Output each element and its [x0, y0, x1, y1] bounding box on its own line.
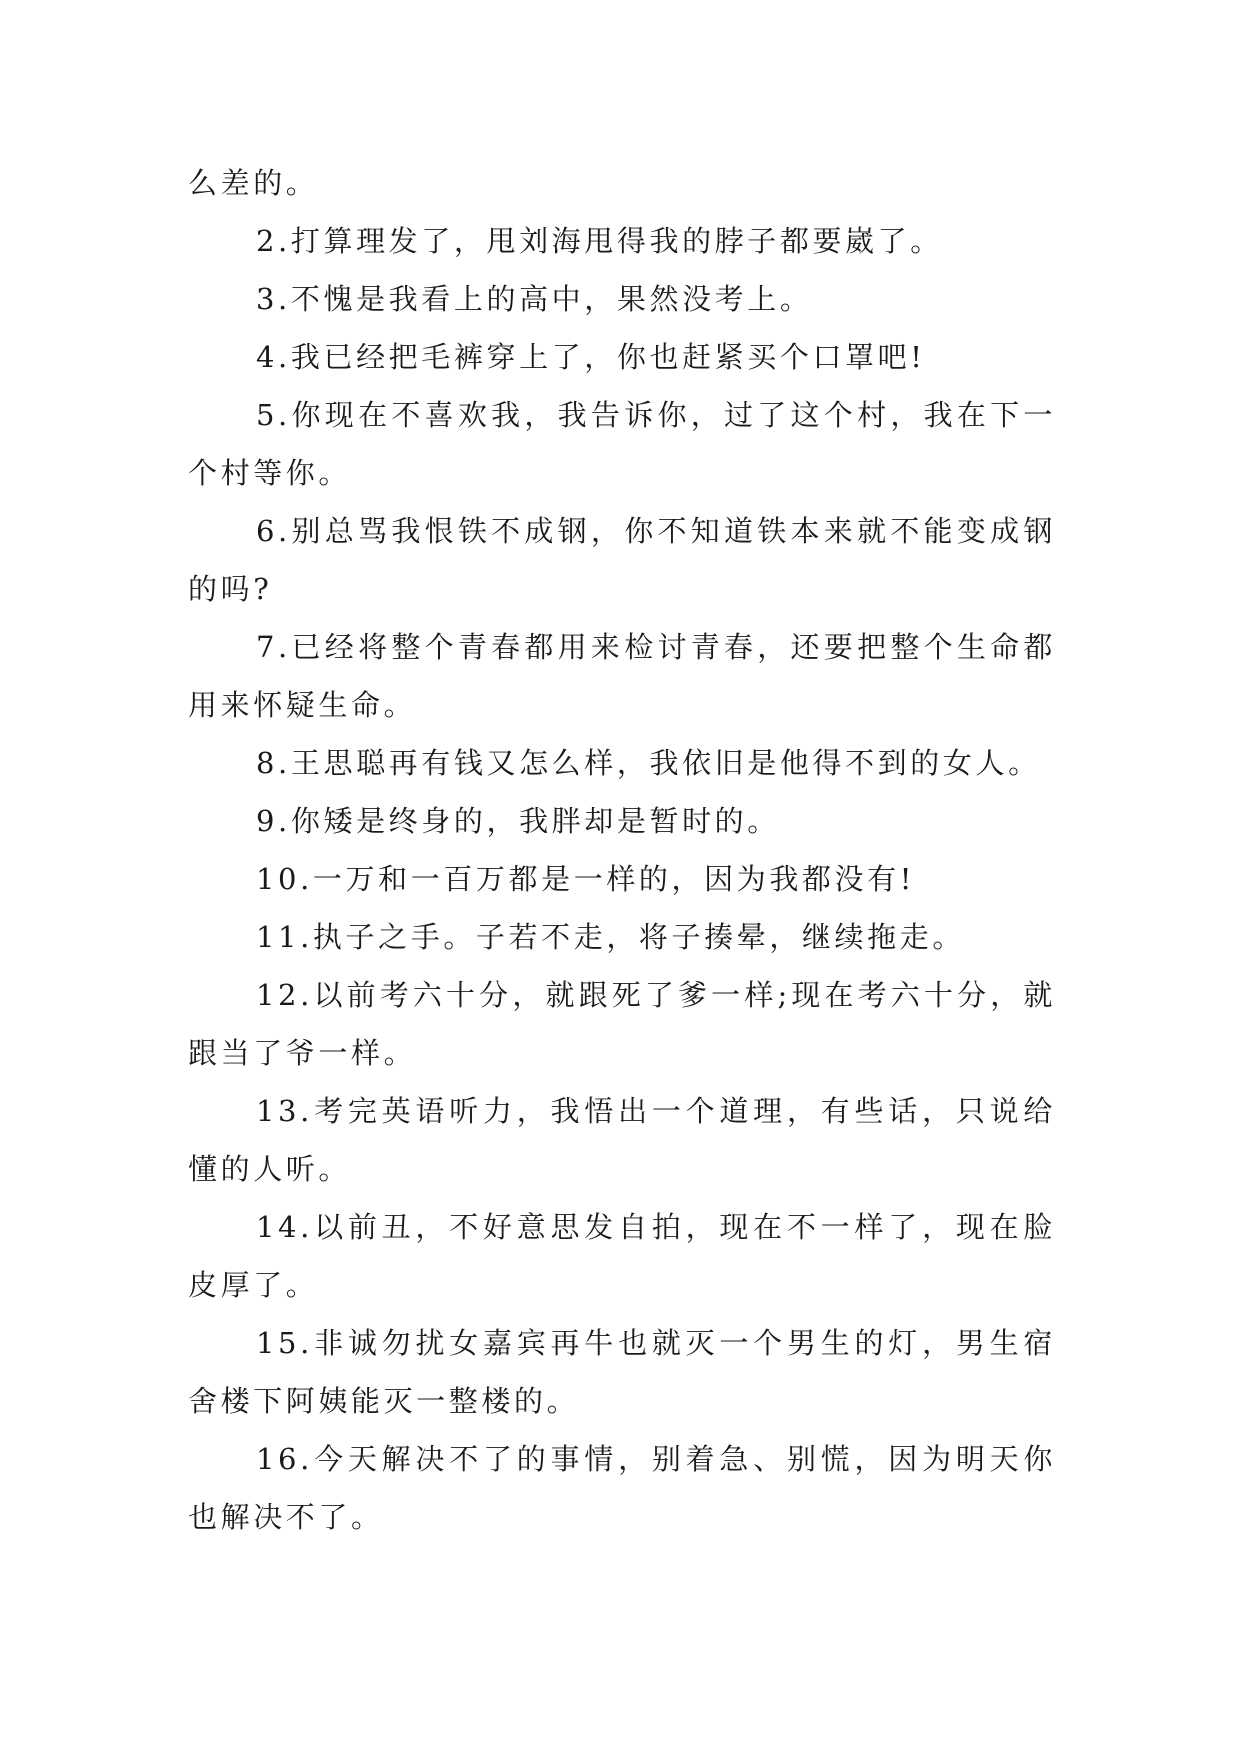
joke-item-8: 8.王思聪再有钱又怎么样，我依旧是他得不到的女人。 — [256, 746, 1041, 780]
joke-item-2: 2.打算理发了，甩刘海甩得我的脖子都要崴了。 — [256, 224, 943, 258]
joke-item-12: 12.以前考六十分，就跟死了爹一样;现在考六十分，就跟当了爷一样。 — [188, 978, 1056, 1070]
paragraph-continuation: 么差的。 — [188, 166, 319, 200]
joke-item-6: 6.别总骂我恨铁不成钢，你不知道铁本来就不能变成钢的吗? — [188, 514, 1056, 606]
document-body — [188, 154, 1056, 1546]
joke-item-7: 7.已经将整个青春都用来检讨青春，还要把整个生命都用来怀疑生命。 — [188, 630, 1056, 722]
joke-item-4: 4.我已经把毛裤穿上了，你也赶紧买个口罩吧! — [256, 340, 926, 374]
joke-item-14: 14.以前丑，不好意思发自拍，现在不一样了，现在脸皮厚了。 — [188, 1210, 1056, 1302]
joke-item-16: 16.今天解决不了的事情，别着急、别慌，因为明天你也解决不了。 — [188, 1442, 1056, 1534]
joke-item-9: 9.你矮是终身的，我胖却是暂时的。 — [256, 804, 780, 838]
joke-item-13: 13.考完英语听力，我悟出一个道理，有些话，只说给懂的人听。 — [188, 1094, 1056, 1186]
joke-item-5: 5.你现在不喜欢我，我告诉你，过了这个村，我在下一个村等你。 — [188, 398, 1056, 490]
joke-item-15: 15.非诚勿扰女嘉宾再牛也就灭一个男生的灯，男生宿舍楼下阿姨能灭一整楼的。 — [188, 1326, 1056, 1418]
joke-item-10: 10.一万和一百万都是一样的，因为我都没有! — [256, 862, 915, 896]
joke-item-3: 3.不愧是我看上的高中，果然没考上。 — [256, 282, 813, 316]
joke-item-11: 11.执子之手。子若不走，将子揍晕，继续拖走。 — [256, 920, 965, 954]
